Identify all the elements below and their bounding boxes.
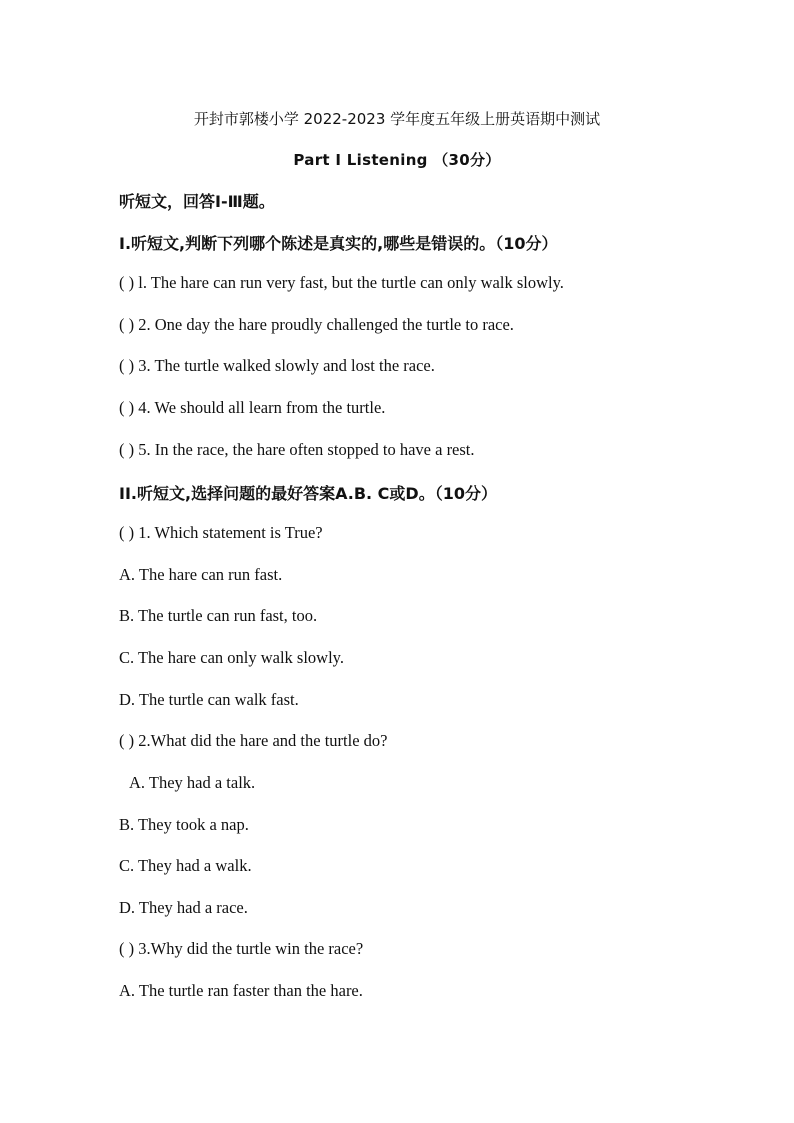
section-2-heading: II.听短文,选择问题的最好答案A.B. C或D。（10分） — [119, 484, 497, 503]
question-2: ( ) 2.What did the hare and the turtle do? — [119, 731, 388, 750]
question-1-option-b: B. The turtle can run fast, too. — [119, 606, 318, 625]
question-2-option-a: A. They had a talk. — [129, 773, 256, 792]
true-false-item-1: ( ) l. The hare can run very fast, but the turtle can only walk slowly. — [119, 273, 564, 292]
listening-intro: 听短文，回答Ⅰ-Ⅲ题。 — [119, 192, 275, 211]
question-1: ( ) 1. Which statement is True? — [119, 523, 323, 542]
true-false-item-2: ( ) 2. One day the hare proudly challenged the turtle to race. — [119, 315, 514, 334]
true-false-item-4: ( ) 4. We should all learn from the turtle. — [119, 398, 386, 417]
question-1-option-a: A. The hare can run fast. — [119, 565, 283, 584]
question-2-option-c: C. They had a walk. — [119, 856, 252, 875]
question-1-option-d: D. The turtle can walk fast. — [119, 690, 299, 709]
question-3: ( ) 3.Why did the turtle win the race? — [119, 939, 364, 958]
question-2-option-d: D. They had a race. — [119, 898, 248, 917]
question-3-option-a: A. The turtle ran faster than the hare. — [119, 981, 363, 1000]
true-false-item-5: ( ) 5. In the race, the hare often stopped to have a rest. — [119, 440, 475, 459]
question-1-option-c: C. The hare can only walk slowly. — [119, 648, 344, 667]
part-heading: Part I Listening （30分） — [293, 151, 501, 169]
question-2-option-b: B. They took a nap. — [119, 815, 249, 834]
section-1-heading: I.听短文,判断下列哪个陈述是真实的,哪些是错误的。（10分） — [119, 234, 558, 253]
exam-title: 开封市郭楼小学 2022-2023 学年度五年级上册英语期中测试 — [193, 110, 601, 128]
true-false-item-3: ( ) 3. The turtle walked slowly and lost the race. — [119, 356, 435, 375]
